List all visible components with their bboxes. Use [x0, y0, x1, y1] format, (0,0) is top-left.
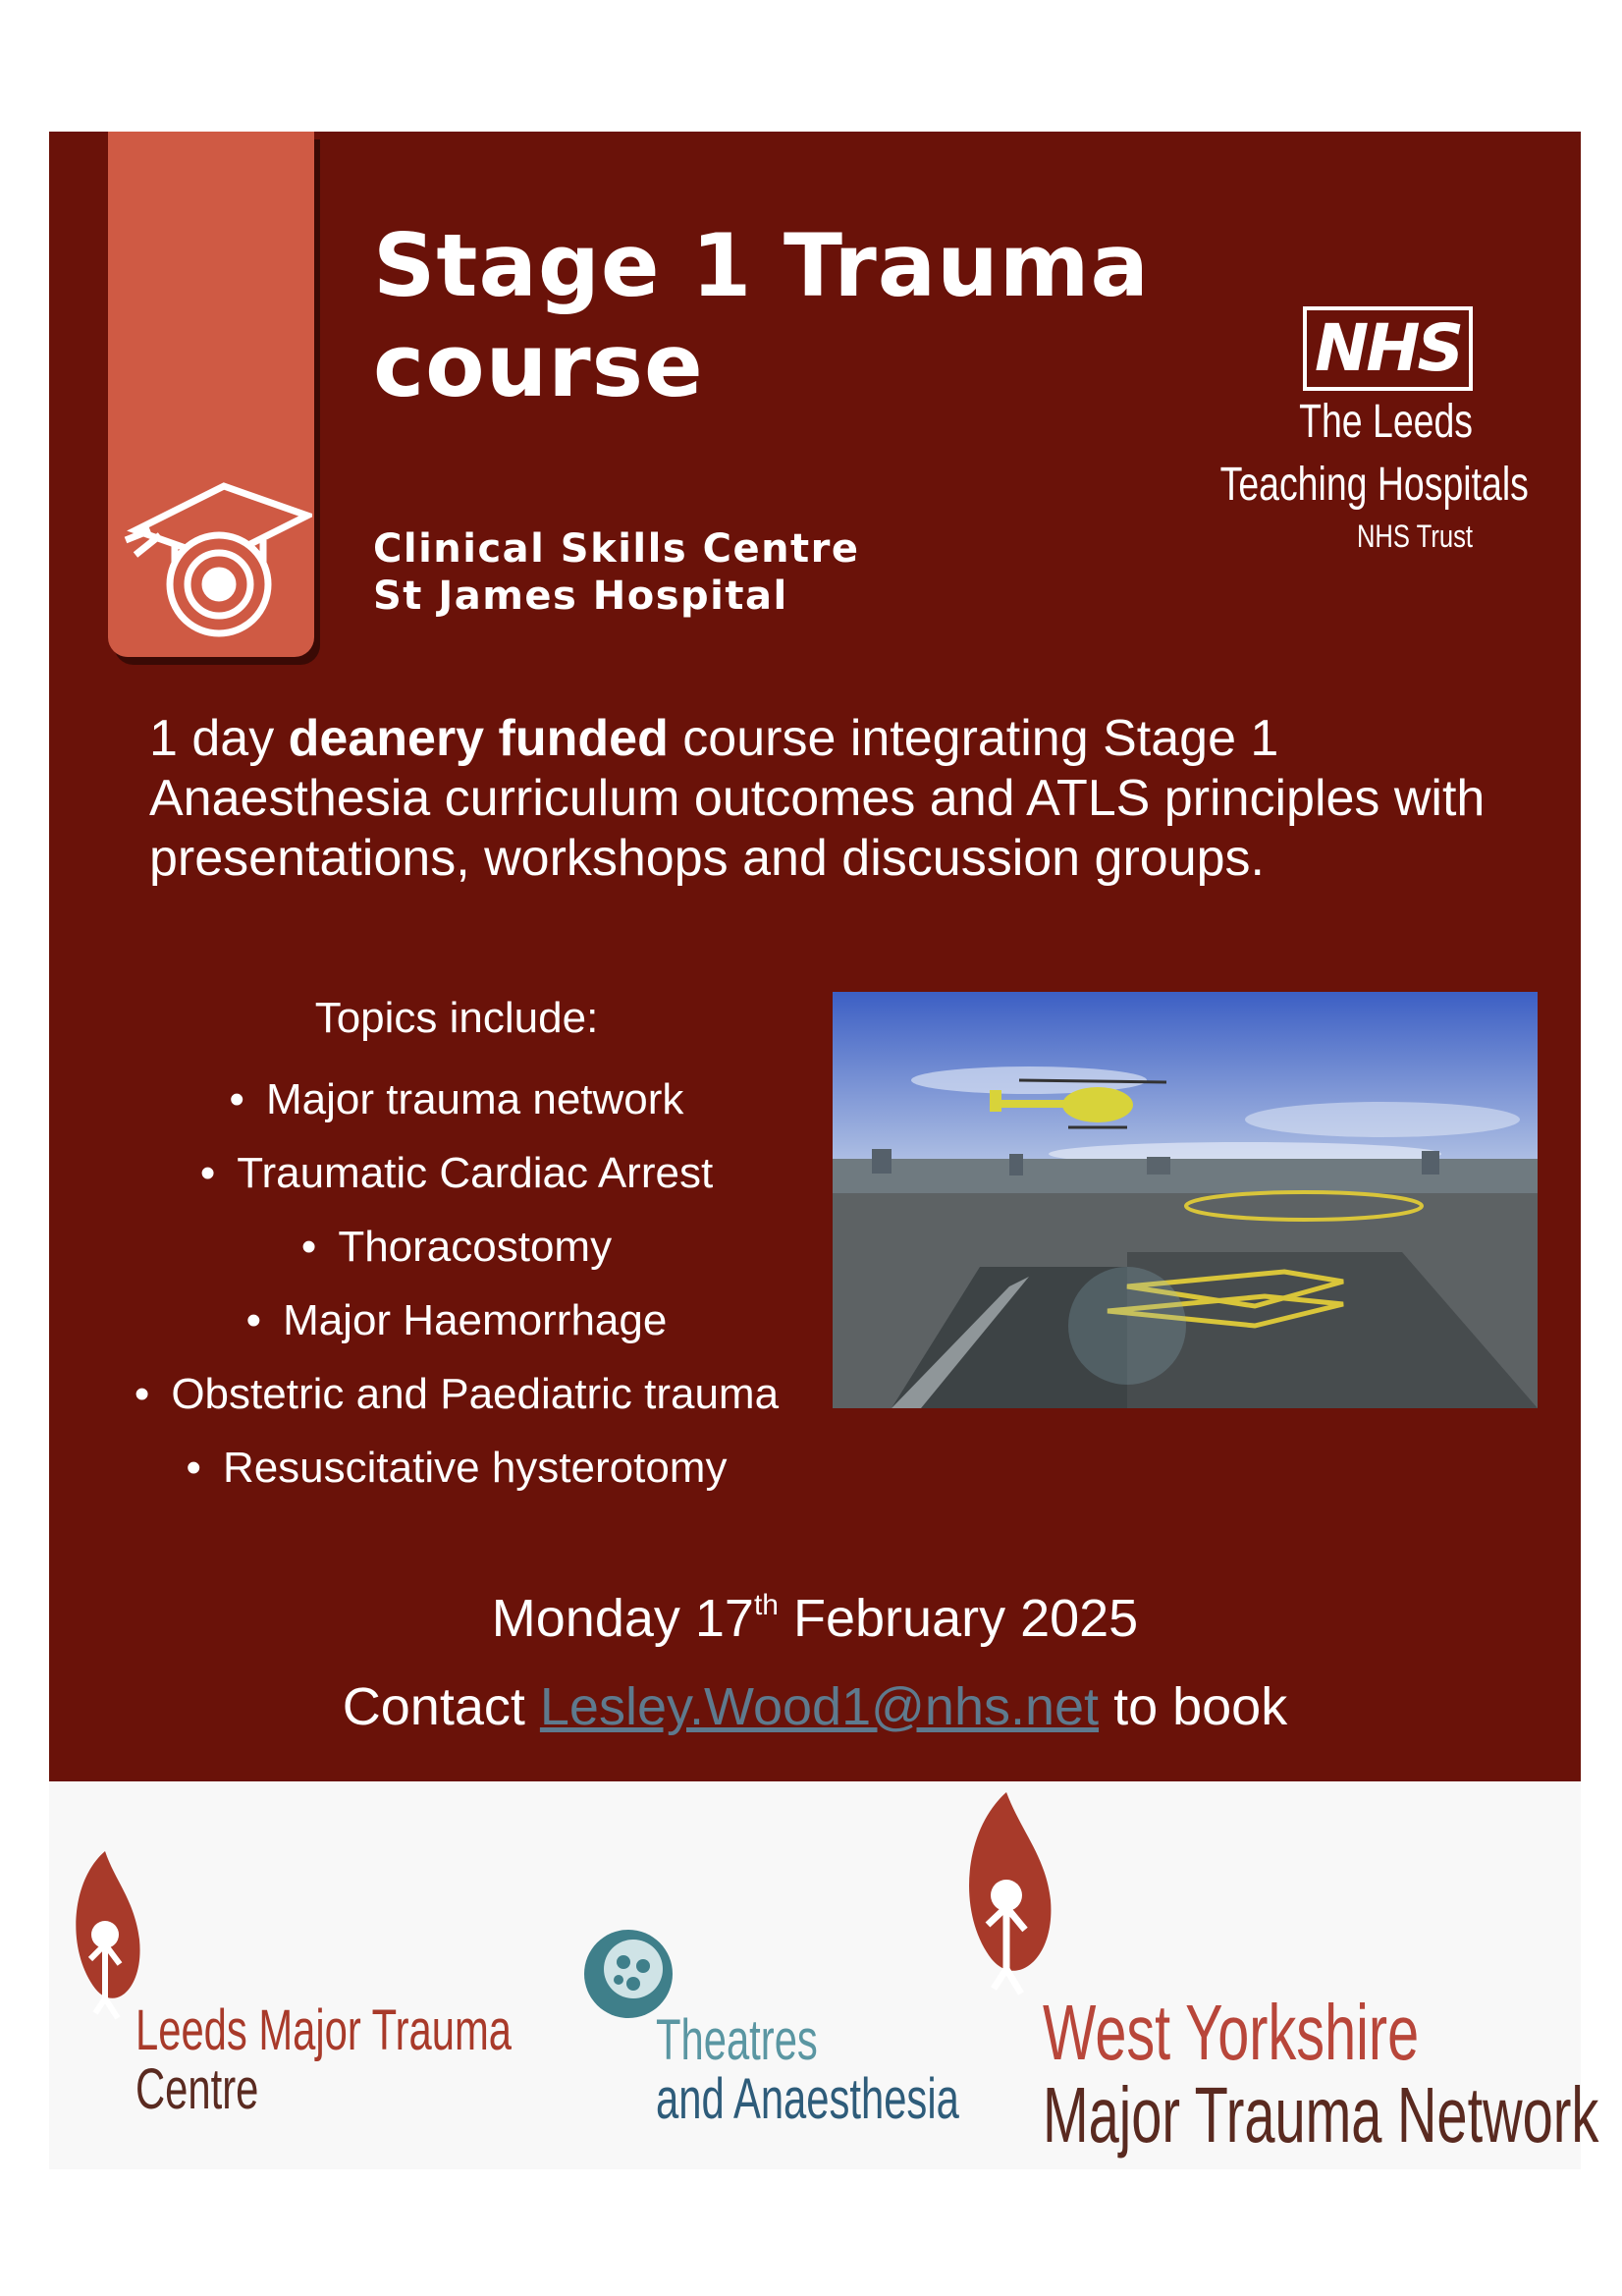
wy-logo-line-2: Major Trauma Network	[1043, 2071, 1599, 2159]
venue-line-1: Clinical Skills Centre	[373, 526, 860, 572]
topic-item: • Obstetric and Paediatric trauma	[118, 1357, 795, 1431]
topic-item: • Major Haemorrhage	[118, 1284, 795, 1357]
west-yorkshire-figure-icon	[952, 1787, 1060, 2013]
leeds-logo-line-1: Leeds Major Trauma	[135, 1998, 512, 2062]
topics-list	[118, 990, 795, 1504]
topic-item: • Traumatic Cardiac Arrest	[118, 1136, 795, 1210]
leeds-logo-line-2: Centre	[135, 2057, 259, 2121]
nhs-trust: NHS Trust	[1356, 519, 1473, 554]
wy-logo-line-1: West Yorkshire	[1043, 1989, 1420, 2076]
nhs-name-line-2: Teaching Hospitals	[1219, 459, 1529, 511]
course-title	[373, 216, 1150, 416]
intro-paragraph	[149, 709, 1524, 889]
venue-line-2: St James Hospital	[373, 574, 788, 619]
intro-bold: deanery funded	[288, 710, 669, 767]
intro-rest: course integrating Stage 1 Anaesthesia curriculum outcomes and ATLS principles with presentations, workshops and discussion groups.	[149, 710, 1486, 887]
course-date	[49, 1586, 1581, 1651]
date-day: Monday 17	[491, 1589, 754, 1648]
topic-item: • Major trauma network	[118, 1063, 795, 1136]
theatres-logo-line-1: Theatres	[656, 2008, 818, 2072]
topic-item: • Thoracostomy	[118, 1210, 795, 1284]
venue	[373, 525, 860, 620]
date-suffix: th	[753, 1589, 779, 1621]
theatres-logo-line-2: and Anaesthesia	[656, 2067, 959, 2131]
contact-email-link[interactable]: Lesley.Wood1@nhs.net	[539, 1677, 1100, 1736]
nhs-logo	[1149, 306, 1529, 556]
title-line-1: Stage 1 Trauma	[373, 215, 1150, 316]
topics-heading: Topics include:	[314, 994, 599, 1042]
nhs-badge: NHS	[1303, 306, 1473, 391]
helicopter-photo	[833, 992, 1538, 1408]
contact-suffix: to book	[1099, 1677, 1288, 1736]
graduation-cap-icon	[116, 437, 312, 643]
topic-item: • Resuscitative hysterotomy	[118, 1431, 795, 1504]
date-rest: February 2025	[779, 1589, 1139, 1648]
contact-line	[49, 1674, 1581, 1739]
contact-prefix: Contact	[342, 1677, 540, 1736]
intro-prefix: 1 day	[149, 710, 289, 767]
nhs-name-line-1: The Leeds	[1299, 396, 1473, 448]
title-line-2: course	[373, 315, 704, 416]
